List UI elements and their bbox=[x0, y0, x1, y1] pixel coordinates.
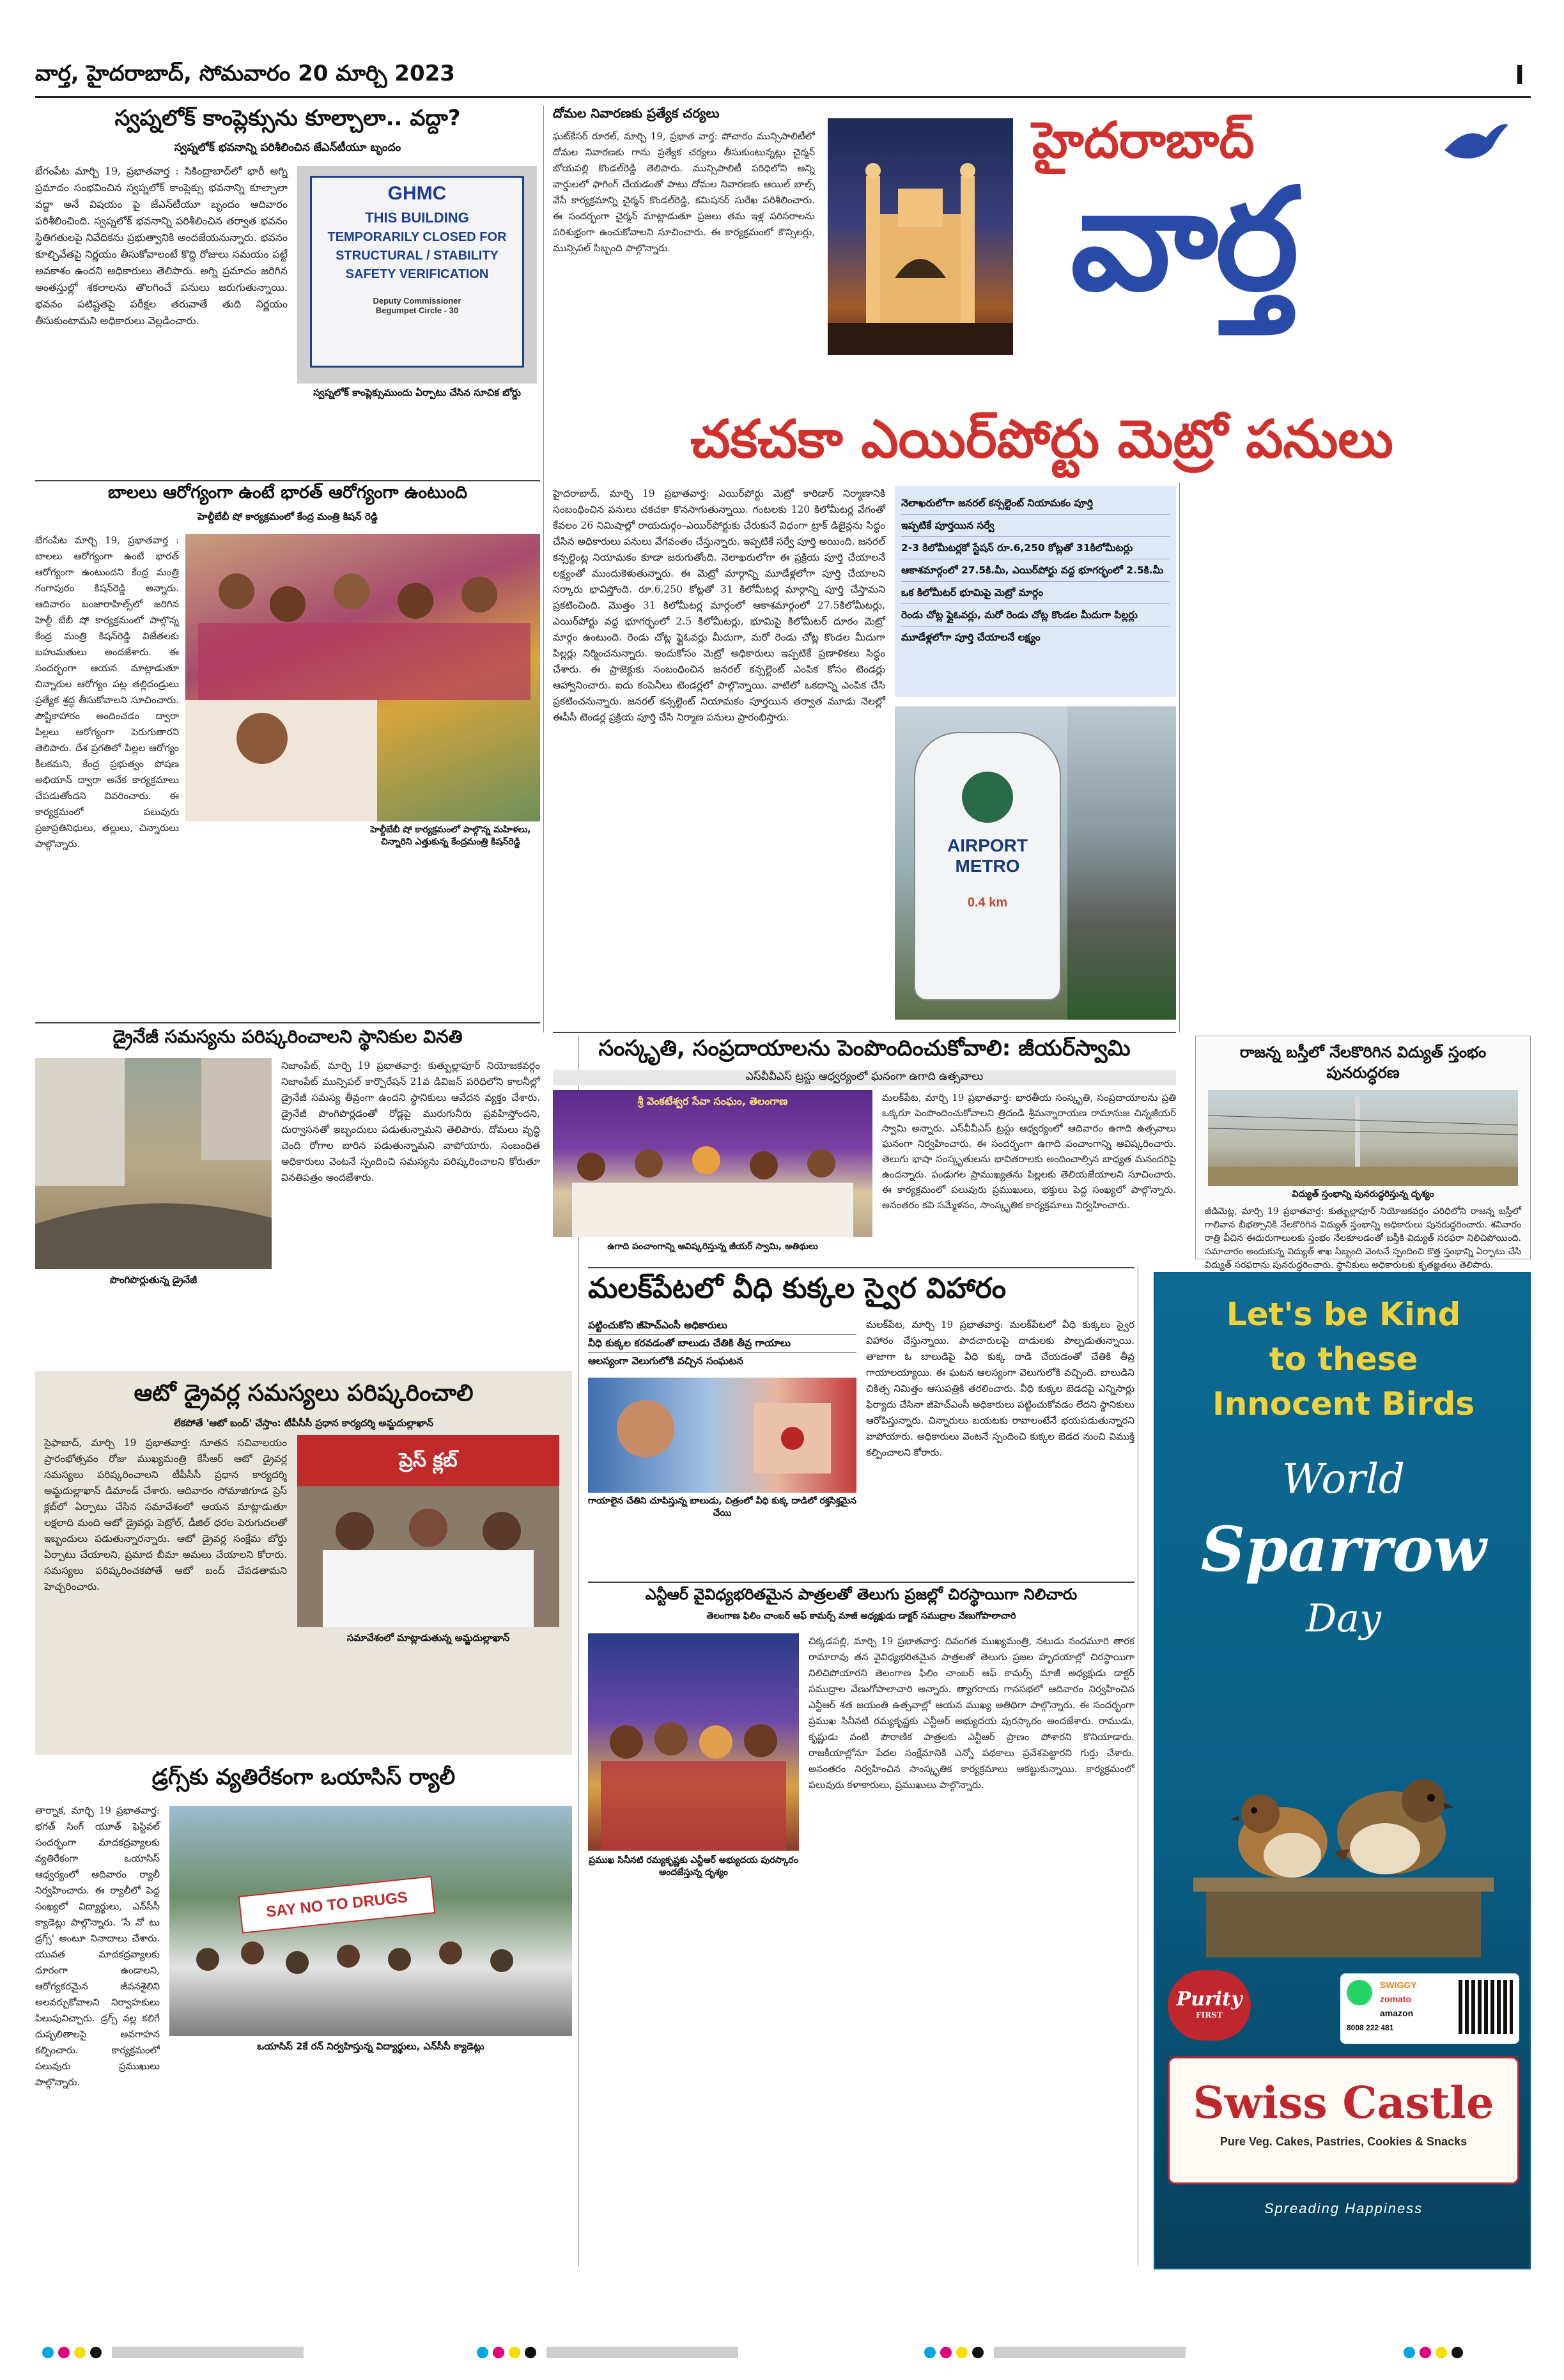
mosquito-body: ఘట్‌కేసర్ రూరల్, మార్చి 19, ప్రభాత వార్త: పోచారం మున్సిపాలిటీలో దోమల నివారణకు గాను ప్రత్యేక చర్యలు తీసుకుంటున్నట్లు చైర్మన్ బోయపల్లి కొండల్‌రెడ్డి తెలిపారు. మున్సిపాలిటీ పరిధిలోని అన్ని వార్డులలో ఫాగింగ్ చేయడంతో పాటు దోమల నివారణకు ఆయిల్ బాల్స్ వేసే కార్యక్రమాన్ని చైర్మన్ కొండల్‌రెడ్డి, కమిషనర్ సురేఖ పరిశీలించారు. ఈ సందర్భంగా చైర్మన్ మాట్లాడుతూ ప్రజలు తమ ఇళ్ల పరిసరాలను పరిశుభ్రంగా ఉంచుకోవాలని సూచించారు. ఈ కార్యక్రమంలో కౌన్సిలర్లు, మున్సిపల్ సిబ్బంది పాల్గొన్నారు. bbox=[553, 130, 815, 254]
rally-story bbox=[35, 1764, 572, 2263]
auto-story bbox=[35, 1371, 572, 1755]
swapnalok-headline: స్వప్నలోక్ కాంప్లెక్సును కూల్చాలా.. వద్దా? bbox=[114, 105, 461, 131]
rally-photo bbox=[169, 1806, 572, 2036]
ghmc-sign-line: STRUCTURAL / STABILITY bbox=[336, 249, 499, 263]
ntr-photo bbox=[588, 1633, 799, 1851]
ghmc-sign-line: TEMPORARILY CLOSED FOR bbox=[327, 230, 507, 244]
registration-strip bbox=[35, 2343, 1531, 2362]
mosquito-headline: దోమల నివారణకు ప్రత్యేక చర్యలు bbox=[553, 105, 720, 121]
rally-banner: SAY NO TO DRUGS bbox=[238, 1876, 436, 1933]
dogs-headline: మలక్‌పేటలో వీధి కుక్కల స్వైర విహారం bbox=[588, 1272, 1007, 1305]
ntr-subhead: తెలంగాణ ఫిలిం చాంబర్ ఆఫ్ కామర్స్ మాజీ అధ్యక్షుడు డాక్టర్ సముద్రాల వేణుగోపాలాచారి bbox=[706, 1611, 1016, 1621]
charminar-icon bbox=[828, 118, 1013, 355]
culture-headline: సంస్కృతి, సంప్రదాయాలను పెంపొందించుకోవాలి: జీయర్‌స్వామి bbox=[598, 1036, 1131, 1061]
metro-pillar-sign bbox=[914, 732, 1061, 1000]
swapnalok-body: బేగంపేట మార్చి 19, ప్రభాతవార్త : సికింద్రాబాద్‌లో భారీ అగ్ని ప్రమాదం సంభవించిన స్వప్నలోక్ కాంప్లెక్సు భవనాన్ని కూల్చాలా వద్దా అనే విషయం పై జేఎన్‌టీయూ బృందం ఆదివారం పరిశీలించింది. స్వప్నలోక్ భవనాన్ని పరిశీలించిన తర్వాత భవనం స్థితిగతులపై నివేదికను ప్రభుత్వానికి అందజేయనున్నారు. భవనం కూల్చివేతపై నిర్ణయం తీసుకోవాలంటే కొద్ది రోజులు సమయం పట్టే అవకాశం ఉందని అధికారులు తెలిపారు. అగ్ని ప్రమాదం జరిగిన అంతస్తుల్లో శకలాలను తొలగించే పనులు జరుగుతున్నాయి. భవనం పటిష్టతపై పరీక్షల తరువాతే తుది నిర్ణయం తీసుకుంటామని అధికారులు వెల్లడించారు. bbox=[35, 165, 288, 327]
metro-highlight: రెండు చోట్ల ఫ్లైఓవర్లు, మరో రెండు చోట్ల కొండల మీదుగా పిల్లర్లు bbox=[901, 604, 1170, 626]
masthead-line: వార్త, హైదరాబాద్, సోమవారం 20 మార్చి 2023 bbox=[35, 61, 455, 86]
ad-phone: 8008 222 481 bbox=[1347, 2023, 1394, 2032]
ad-line3: Innocent Birds bbox=[1212, 1385, 1475, 1422]
culture-subhead: ఎస్‌వీవీఎస్ ట్రస్టు ఆధ్వర్యంలో ఘనంగా ఉగాది ఉత్సవాలు bbox=[553, 1070, 1176, 1085]
ad-line2: to these bbox=[1269, 1341, 1418, 1378]
column-rule bbox=[543, 105, 544, 1032]
auto-press-banner: ప్రెస్ క్లబ్ bbox=[297, 1435, 559, 1486]
metro-highlight: 2-3 కిలోమీటర్లకో స్టేషన్ రూ.6,250 కోట్లతో 31కిలోమీటర్లు bbox=[901, 537, 1170, 559]
metro-highlight: ఇప్పటికే పూర్తయిన సర్వే bbox=[901, 515, 1170, 537]
ghmc-sign-line: SAFETY VERIFICATION bbox=[345, 267, 489, 281]
metro-highlight: ఒక కిలోమీటర్ భూమిపై మెట్రో మార్గం bbox=[901, 582, 1170, 604]
partner-zomato: zomato bbox=[1380, 1994, 1411, 2004]
sparrow-day-ad bbox=[1154, 1272, 1531, 2269]
drainage-headline: డ్రైనేజీ సమస్యను పరిష్కరించాలని స్థానికుల వినతి bbox=[112, 1026, 463, 1047]
metro-highlights bbox=[895, 486, 1176, 697]
auto-caption: సమావేశంలో మాట్లాడుతున్న అమ్జదుల్లాఖాన్ bbox=[346, 1632, 510, 1644]
ad-script1: World bbox=[1282, 1456, 1405, 1503]
pole-headline: రాజన్న బస్తీలో నేలకొరిగిన విద్యుత్ స్తంభం పునరుద్ధరణ bbox=[1239, 1043, 1487, 1082]
pole-caption: విద్యుత్ స్తంభాన్ని పునరుద్ధరిస్తున్న దృశ్యం bbox=[1292, 1189, 1434, 1199]
pole-photo bbox=[1208, 1090, 1518, 1186]
swapnalok-caption: స్వప్నలోక్ కాంప్లెక్సుముందు ఏర్పాటు చేసిన సూచిక బోర్డు bbox=[313, 387, 521, 398]
airport-metro-sign-text: AIRPORT METRO bbox=[947, 836, 1028, 876]
swapnalok-story bbox=[35, 105, 540, 483]
culture-story bbox=[553, 1036, 1176, 1259]
ntr-story bbox=[588, 1585, 1134, 2263]
brand-block bbox=[828, 105, 1531, 393]
dogs-photo bbox=[588, 1378, 856, 1493]
whatsapp-icon bbox=[1347, 1980, 1372, 2005]
rally-body: తార్నాక, మార్చి 19 ప్రభాతవార్త: భగత్ సింగ్ యూత్ ఫెస్టివల్ సందర్భంగా మాదకద్రవ్యాలకు వ్యతిరేకంగా ఒయాసిస్ ఆధ్వర్యంలో ఆదివారం ర్యాలీ నిర్వహించారు. ఈ ర్యాలీలో పెద్ద సంఖ్యలో విద్యార్థులు, ఎన్‌సీసీ క్యాడెట్లు పాల్గొన్నారు. 'సే నో టు డ్రగ్స్' అంటూ నినాదాలు చేశారు. యువత మాదకద్రవ్యాలకు దూరంగా ఉండాలని, ఆరోగ్యకరమైన జీవనశైలిని అలవర్చుకోవాలని నిర్వాహకులు పిలుపునిచ్చారు. డ్రగ్స్ వల్ల కలిగే దుష్ఫలితాలపై అవగాహన కల్పించారు. కార్యక్రమంలో పలువురు ప్రముఖులు పాల్గొన్నారు. bbox=[35, 1805, 160, 2088]
ghmc-sign-line: THIS BUILDING bbox=[365, 210, 469, 226]
metro-body: హైదరాబాద్, మార్చి 19 ప్రభాతవార్త: ఎయిర్‌పోర్టు మెట్రో కారిడార్ నిర్మాణానికి సంబంధించిన పనులు చకచకా కొనసాగుతున్నాయి. గంటలకు 120 కిలోమీటర్ల వేగంతో కేవలం 26 నిమిషాల్లో రాయదుర్గం–ఎయిర్‌పోర్టుకు చేరుకునే విధంగా ట్రాక్ డిజైన్లను సిద్ధం చేసిన అధికారులు పనులు వేగవంతం చేస్తున్నారు. ఇప్పటికే సర్వే పూర్తి అయింది. జనరల్ కన్సల్టెంట్ల నియామకం కూడా జరుగుతోంది. నెలాఖరులోగా ఈ ప్రక్రియ పూర్తి చేయాలనే లక్ష్యంతో ముందుకెళుతున్నారు. ఈ మెట్రో మార్గాన్ని మూడేళ్లలోగా పూర్తి చేయాలని సర్కారు భావిస్తోంది. రూ.6,250 కోట్లతో 31 కిలోమీటర్ల మార్గాన్ని పూర్తి చేస్తామని ప్రకటించింది. మొత్తం 31 కిలోమీటర్ల మార్గంలో ఆకాశమార్గంలో 27.5కిలోమీటర్లు, ఎయిర్‌పోర్టు వద్ద భూగర్భంలో 2.5 కిలోమీటర్లు, భూమిపై కిలోమీటర్ దూరం మెట్రో మార్గం ఉంటుంది. రెండు చోట్ల ఫ్లైఓవర్లు మీదుగా, మరో రెండు చోట్ల కొండల మీదుగా పిల్లర్లు నిర్మించనున్నారు. ఇందుకోసం మెట్రో అధికారులు ఇప్పటికే ప్రణాళికలు సిద్ధం చేశారు. ఈ ప్రాజెక్టుకు సంబంధించిన జనరల్ కన్సల్టెంట్ ఎంపిక కోసం టెండర్లు ఆహ్వానించారు. ఐదు కంపెనీలు టెండర్లలో పాల్గొన్నాయి. వాటిలో ఒకదాన్ని ఎంపిక చేసి ప్రకటించనున్నారు. జనరల్ కన్సల్టెంట్ నియామకం పూర్తయిన తర్వాత మూడు నెలల్లో ఈపీసీ టెండర్ల ప్రక్రియ పూర్తి చేసి నిర్మాణ పనులు ప్రారంభిస్తారు. bbox=[553, 488, 885, 723]
header-rule bbox=[35, 96, 1531, 98]
drainage-photo bbox=[35, 1058, 272, 1269]
swapnalok-subhead: స్వప్నలోక్ భవనాన్ని పరిశీలించిన జేఎన్‌టీయూ బృందం bbox=[174, 141, 401, 154]
lead-headline: చకచకా ఎయిర్‌పోర్టు మెట్రో పనులు bbox=[690, 409, 1393, 470]
health-caption: హెల్దీబేబీ షో కార్యక్రమంలో పాల్గొన్న మహిళలు, చిన్నారిని ఎత్తుకున్న కేంద్రమంత్రి కిషన్‌రెడ్డి bbox=[370, 825, 531, 847]
dogs-point: ఆలస్యంగా వెలుగులోకి వచ్చిన సంఘటన bbox=[588, 1355, 744, 1367]
ghmc-sign-line: Begumpet Circle - 30 bbox=[375, 306, 459, 315]
swiss-castle-sub: Pure Veg. Cakes, Pastries, Cookies & Snacks bbox=[1219, 2135, 1467, 2148]
dogs-caption: గాయాలైన చేతిని చూపిస్తున్న బాలుడు, చిత్రంలో వీధి కుక్క దాడిలో రక్తసిక్తమైన చేయి bbox=[588, 1496, 856, 1518]
road-photo bbox=[1067, 706, 1176, 1020]
ghmc-sign-line: Deputy Commissioner bbox=[373, 296, 461, 306]
partner-amazon: amazon bbox=[1380, 2008, 1414, 2018]
column-rule bbox=[1179, 483, 1180, 1032]
ad-tagline: Spreading Happiness bbox=[1264, 2200, 1423, 2216]
dogs-point: పట్టించుకోని జీహెచ్‌ఎంసీ అధికారులు bbox=[588, 1317, 856, 1335]
metro-highlight: ఆకాశమార్గంలో 27.5కి.మీ, ఎయిర్‌పోర్టు వద్ద భూగర్భంలో 2.5కి.మీ bbox=[901, 559, 1170, 582]
drainage-body: నిజాంపేట్, మార్చి 19 ప్రభాతవార్త: కుత్బుల్లాపూర్ నియోజకవర్గం నిజాంపేట్ మున్సిపల్ కార్పొరేషన్ 21వ డివిజన్ పరిధిలోని కాలనీల్లో డ్రైనేజీ సమస్య తీవ్రంగా ఉందని స్థానికులు ఆవేదన వ్యక్తం చేశారు. డ్రైనేజీ పొంగిపొర్లడంతో రోడ్లపై మురుగునీరు ప్రవహిస్తోందని, దుర్వాసనతో ఇబ్బందులు పడుతున్నామని తెలిపారు. దోమలు వృద్ధి చెంది రోగాల బారిన పడుతున్నామని వాపోయారు. సంబంధిత అధికారులు వెంటనే స్పందించి సమస్యను పరిష్కరించాలని కోరుతూ వినతిపత్రం అందజేశారు. bbox=[281, 1060, 540, 1183]
airport-metro-sign-photo bbox=[895, 706, 1176, 1020]
purity-logo bbox=[1168, 1970, 1251, 2041]
ntr-caption: ప్రముఖ సినీనటి రమ్యకృష్ణకు ఎన్టీఆర్ అభ్యుదయ పురస్కారం అందజేస్తున్న దృశ్యం bbox=[589, 1855, 798, 1878]
purity-logo-sub: FIRST bbox=[1196, 2011, 1223, 2019]
ad-line1: Let's be Kind bbox=[1226, 1296, 1461, 1333]
culture-body: మలక్‌పేట, మార్చి 19 ప్రభాతవార్త: భారతీయ సంస్కృతి, సంప్రదాయాలను ప్రతి ఒక్కరూ పెంపొందించుకోవాలని త్రిదండి శ్రీమన్నారాయణ రామానుజ చిన్నజీయర్ స్వామి అన్నారు. ఎస్‌వీవీఎస్ ట్రస్టు ఆధ్వర్యంలో ఆదివారం ఉగాది ఉత్సవాలు ఘనంగా నిర్వహించారు. ఈ సందర్భంగా ఉగాది పంచాంగాన్ని ఆవిష్కరించారు. తెలుగు భాషా సంస్కృతులను భావితరాలకు అందించాల్సిన బాధ్యత మనందరిపై ఉందన్నారు. పండుగల ప్రాముఖ్యతను పిల్లలకు తెలియజేయాలని సూచించారు. ఈ కార్యక్రమంలో పలువురు ప్రముఖులు, భక్తులు పెద్ద సంఖ్యలో పాల్గొన్నారు. అనంతరం కవి సమ్మేళనం, సాంస్కృతిక కార్యక్రమాలు నిర్వహించారు. bbox=[882, 1092, 1176, 1211]
ghmc-sign-board bbox=[310, 176, 524, 368]
metro-highlight: మూడేళ్లలోగా పూర్తి చేయాలనే లక్ష్యం bbox=[901, 632, 1041, 643]
dogs-points bbox=[588, 1317, 856, 1370]
rally-caption: ఒయాసిస్ 2కే రన్ నిర్వహిస్తున్న విద్యార్థులు, ఎన్‌సీసీ క్యాడెట్లు bbox=[257, 2041, 484, 2052]
ghmc-sign-line: GHMC bbox=[387, 183, 447, 204]
dogs-point: వీధి కుక్కల కరవడంతో బాలుడు చేతికి తీవ్ర గాయాలు bbox=[588, 1335, 856, 1353]
health-story bbox=[35, 483, 540, 1020]
pole-body: జీడిమెట్ల, మార్చి 19 ప్రభాతవార్త: కుత్బుల్లాపూర్ నియోజకవర్గం పరిధిలోని రాజన్న బస్తీలో గాలివాన బీభత్సానికి నేలకొరిగిన విద్యుత్ స్తంభాన్ని అధికారులు పునరుద్ధరించారు. శనివారం రాత్రి వీచిన ఈదురుగాలులకు స్తంభం నేలకూలడంతో బస్తీకి విద్యుత్ సరఫరా నిలిచిపోయింది. సమాచారం అందుకున్న విద్యుత్ శాఖ సిబ్బంది వెంటనే స్పందించి కొత్త స్తంభాన్ని ఏర్పాటు చేసి విద్యుత్ సరఫరాను పునరుద్ధరించారు. స్థానికులు అధికారులకు కృతజ్ఞతలు తెలిపారు. bbox=[1205, 1206, 1521, 1270]
qr-code-icon bbox=[1459, 1980, 1513, 2034]
swiss-castle-logo bbox=[1168, 2057, 1519, 2184]
brand-name: వార్త bbox=[1071, 158, 1297, 322]
auto-subhead: లేకపోతే 'ఆటో బంద్' చేస్తాం: టీపీసీసీ ప్రధాన కార్యదర్శి అమ్జదుల్లాఖాన్ bbox=[174, 1417, 433, 1429]
ntr-body: చిక్కడపల్లి, మార్చి 19 ప్రభాతవార్త: దివంగత ముఖ్యమంత్రి, నటుడు నందమూరి తారక రామారావు తన వైవిధ్యభరితమైన పాత్రలతో తెలుగు ప్రజల హృదయాల్లో చిరస్థాయిగా నిలిచిపోయారని తెలంగాణ ఫిలిం చాంబర్ ఆఫ్ కామర్స్ మాజీ అధ్యక్షుడు డాక్టర్ సముద్రాల వేణుగోపాలాచారి అన్నారు. త్యాగరాయ గానసభలో ఆదివారం నిర్వహించిన ఎన్టీఆర్ శత జయంతి ఉత్సవాల్లో ఆయన ముఖ్య అతిథిగా పాల్గొన్నారు. ఈ సందర్భంగా ప్రముఖ సినీనటి రమ్యకృష్ణకు ఎన్టీఆర్ అభ్యుదయ పురస్కారం అందజేశారు. రాముడు, కృష్ణుడు వంటి పౌరాణిక పాత్రలకు ఎన్టీఆర్ ప్రాణం పోశారని కొనియాడారు. రాజకీయాల్లోనూ పేదల సంక్షేమానికి ఎన్నో పథకాలు ప్రవేశపెట్టారని గుర్తు చేశారు. అనంతరం నిర్వహించిన సాంస్కృతిక కార్యక్రమాలు ఆకట్టుకున్నాయి. కార్యక్రమంలో పలువురు కళాకారులు, ప్రముఖులు పాల్గొన్నారు. bbox=[809, 1635, 1134, 1791]
swiss-castle-brand: Swiss Castle bbox=[1193, 2078, 1494, 2129]
culture-stage-banner: శ్రీ వెంకటేశ్వర సేవా సంఘం, తెలంగాణ bbox=[637, 1095, 788, 1107]
drainage-story bbox=[35, 1026, 540, 1362]
partner-swiggy: SWIGGY bbox=[1380, 1980, 1417, 1990]
running-header bbox=[35, 61, 1531, 93]
ghmc-sign-photo bbox=[297, 166, 537, 384]
city-name: హైదరాబాద్ bbox=[1032, 112, 1255, 169]
color-registration-marks bbox=[42, 2347, 1463, 2358]
health-subhead: హెల్దీబేబీ షో కార్యక్రమంలో కేంద్ర మంత్రి కిషన్ రెడ్డి bbox=[197, 511, 378, 522]
metro-highlight: నెలాఖరులోగా జనరల్ కన్సల్టెంట్ నియామకం పూర్తి bbox=[901, 492, 1170, 515]
drainage-caption: పొంగిపొర్లుతున్న డ్రైనేజీ bbox=[109, 1274, 197, 1286]
pole-story bbox=[1195, 1036, 1531, 1270]
page-marker: I bbox=[1515, 61, 1524, 90]
sparrows-illustration bbox=[1155, 1689, 1532, 1957]
airport-metro-sign-km: 0.4 km bbox=[967, 896, 1008, 910]
health-photo bbox=[185, 534, 540, 821]
auto-photo bbox=[297, 1435, 559, 1627]
telangana-emblem-icon bbox=[962, 772, 1013, 823]
culture-caption: ఉగాది పంచాంగాన్ని ఆవిష్కరిస్తున్న జీయర్ స్వామి, అతిథులు bbox=[607, 1241, 818, 1252]
rally-headline: డ్రగ్స్‌కు వ్యతిరేకంగా ఒయాసిస్ ర్యాలీ bbox=[151, 1764, 456, 1790]
culture-photo bbox=[553, 1090, 872, 1237]
purity-logo-text: Purity bbox=[1176, 1988, 1243, 2011]
ad-script2: Sparrow bbox=[1200, 1513, 1487, 1585]
auto-headline: ఆటో డ్రైవర్ల సమస్యలు పరిష్కరించాలి bbox=[134, 1380, 474, 1406]
health-headline: బాలలు ఆరోగ్యంగా ఉంటే భారత్ ఆరోగ్యంగా ఉంటుంది bbox=[107, 483, 468, 502]
health-body: బేగంపేట మార్చి 19, ప్రభాతవార్త : బాలలు ఆరోగ్యంగా ఉంటే భారత్ ఆరోగ్యంగా ఉంటుందని కేంద్ర మంత్రి గంగాపురం కిషన్‌రెడ్డి అన్నారు. ఆదివారం బంజారాహిల్స్‌లో జరిగిన హెల్దీ బేబీ షో కార్యక్రమంలో పాల్గొన్న కేంద్ర మంత్రి కిషన్‌రెడ్డి విజేతలకు బహుమతులు అందజేశారు. ఈ సందర్భంగా ఆయన మాట్లాడుతూ చిన్నారుల ఆరోగ్యం పట్ల తల్లిదండ్రులు ప్రత్యేక శ్రద్ధ తీసుకోవాలని సూచించారు. పౌష్టికాహారం అందించడం ద్వారా పిల్లలు ఆరోగ్యంగా పెరుగుతారని తెలిపారు. దేశ ప్రగతిలో పిల్లల ఆరోగ్యం కీలకమని, కేంద్ర ప్రభుత్వం పోషణ అభియాన్ ద్వారా అనేక కార్యక్రమాలు చేపడుతోందని వివరించారు. ఈ కార్యక్రమంలో పలువురు ప్రజాప్రతినిధులు, తల్లులు, చిన్నారులు పాల్గొన్నారు. bbox=[35, 534, 179, 850]
metro-story bbox=[553, 486, 1176, 1029]
ad-partners bbox=[1340, 1973, 1519, 2044]
dogs-story bbox=[588, 1272, 1134, 1579]
auto-body: సైఫాబాద్, మార్చి 19 ప్రభాతవార్త: నూతన సచివాలయం ప్రారంభోత్సవం రోజు ముఖ్యమంత్రి కేసీఆర్ ఆటో డ్రైవర్ల సమస్యలు పరిష్కరించాలని టీపీసీసీ ప్రధాన కార్యదర్శి అమ్జదుల్లాఖాన్ డిమాండ్ చేశారు. ఆదివారం సోమాజిగూడ ప్రెస్ క్లబ్‌లో ఏర్పాటు చేసిన సమావేశంలో ఆయన మాట్లాడుతూ లక్షలాది మంది ఆటో డ్రైవర్లు పెట్రోల్, డీజిల్ ధరల పెరుగుదలతో ఇబ్బందులు పడుతున్నారన్నారు. ఆటో డ్రైవర్ల సంక్షేమ బోర్డు ఏర్పాటు చేయాలని, ప్రమాద బీమా అమలు చేయాలని కోరారు. సమస్యలు పరిష్కరించకపోతే ఆటో బంద్ చేపడతామని హెచ్చరించారు. bbox=[44, 1437, 287, 1592]
charminar-photo bbox=[828, 118, 1013, 355]
dogs-body: మలక్‌పేట, మార్చి 19 ప్రభాతవార్త: మలక్‌పేటలో వీధి కుక్కలు స్వైర విహారం చేస్తున్నాయి. పాదచారులపై దాడులకు పాల్పడుతున్నాయి. తాజాగా ఓ బాలుడిపై వీధి కుక్క దాడి చేయడంతో చేతికి తీవ్ర గాయాలయ్యాయి. ఈ ఘటన ఆలస్యంగా వెలుగులోకి వచ్చింది. బాలుడిని చికిత్స నిమిత్తం ఆసుపత్రికి తరలించారు. వీధి కుక్కల బెడదపై ఎన్నిసార్లు ఫిర్యాదు చేసినా జీహెచ్‌ఎంసీ అధికారులు పట్టించుకోవడం లేదని స్థానికులు ఆరోపిస్తున్నారు. చిన్నారులు బయటకు రావాలంటేనే భయపడుతున్నారని వాపోయారు. అధికారులు వెంటనే స్పందించి కుక్కల బెడద నుంచి విముక్తి కల్పించాలని కోరారు. bbox=[866, 1319, 1134, 1458]
ntr-headline: ఎన్టీఆర్ వైవిధ్యభరితమైన పాత్రలతో తెలుగు ప్రజల్లో చిరస్థాయిగా నిలిచారు bbox=[645, 1585, 1078, 1603]
bird-logo-icon bbox=[1441, 118, 1512, 169]
ad-script3: Day bbox=[1306, 1596, 1381, 1641]
